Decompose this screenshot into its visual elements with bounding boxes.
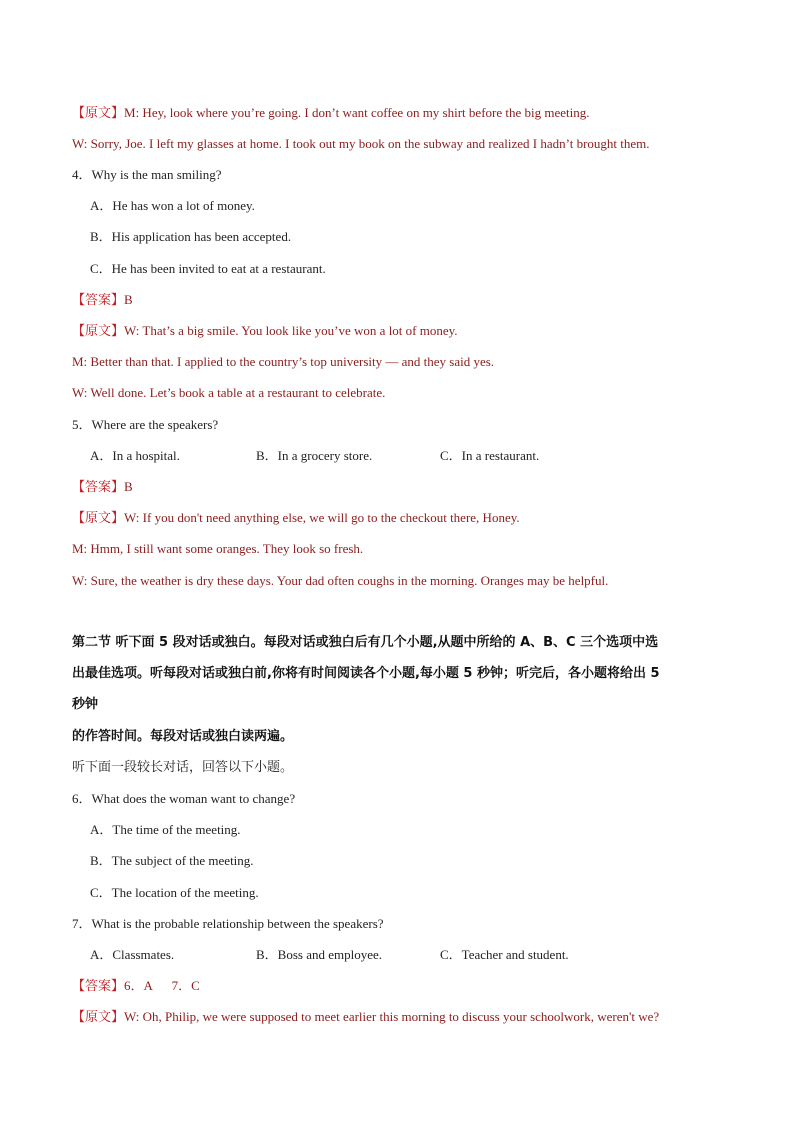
script-tag: 【原文】 [72, 510, 125, 525]
dialogue-text: M: Better than that. I applied to the country’s top university — and they said yes. [72, 354, 495, 369]
answer-line [72, 978, 200, 994]
dialogue-text: W: That’s a big smile. You look like you’ve won a lot of money. [124, 323, 458, 338]
dialogue-text: W: Well done. Let’s book a table at a restaurant to celebrate. [72, 385, 386, 400]
section-heading-cont: 的作答时间。每段对话或独白读两遍。 [72, 729, 294, 744]
question-4: 4．Why is the man smiling? [72, 167, 222, 182]
dialogue-text: W: Sure, the weather is dry these days. Your dad often coughs in the morning. Oranges may be helpful. [72, 573, 609, 588]
option-b: B．In a grocery store. [256, 448, 373, 463]
dialogue-text: W: Sorry, Joe. I left my glasses at home. I took out my book on the subway and realized I hadn’t brought them. [72, 136, 650, 151]
options-row [0, 448, 794, 464]
option-b: B．The subject of the meeting. [90, 853, 254, 868]
script-tag: 【原文】 [72, 105, 125, 120]
script-line [72, 510, 520, 526]
question-7: 7．What is the probable relationship between the speakers? [72, 916, 384, 931]
option-b: B．His application has been accepted. [90, 229, 292, 244]
script-line [72, 1009, 659, 1025]
section-heading-cont: 秒钟 [72, 697, 99, 712]
answer-value: 6．A 7．C [124, 978, 200, 993]
dialogue-text: M: Hmm, I still want some oranges. They look so fresh. [72, 541, 364, 556]
option-a: A．He has won a lot of money. [90, 198, 255, 213]
options-row [0, 947, 794, 963]
option-a: A．Classmates. [90, 947, 175, 962]
answer-value: B [124, 479, 133, 494]
answer-tag: 【答案】 [72, 978, 125, 993]
answer-value: B [124, 292, 133, 307]
option-c: C．In a restaurant. [440, 448, 540, 463]
section-heading-cont: 出最佳选项。听每段对话或独白前,你将有时间阅读各个小题,每小题 5 秒钟；听完后，各小题将给出 5 [72, 666, 660, 681]
dialogue-text: M: Hey, look where you’re going. I don’t want coffee on my shirt before the big meeting. [124, 105, 590, 120]
script-tag: 【原文】 [72, 1009, 125, 1024]
answer-tag: 【答案】 [72, 479, 125, 494]
option-a: A．The time of the meeting. [90, 822, 241, 837]
question-6: 6．What does the woman want to change? [72, 791, 296, 806]
dialogue-text: W: Oh, Philip, we were supposed to meet earlier this morning to discuss your schoolwork, weren't we? [124, 1009, 660, 1024]
answer-tag: 【答案】 [72, 292, 125, 307]
section-heading: 第二节 听下面 5 段对话或独白。每段对话或独白后有几个小题,从题中所给的 A、B、C 三个选项中选 [72, 635, 659, 650]
question-5: 5．Where are the speakers? [72, 417, 219, 432]
section-instruction: 听下面一段较长对话，回答以下小题。 [72, 760, 294, 775]
option-c: C．Teacher and student. [440, 947, 569, 962]
option-c: C．The location of the meeting. [90, 885, 259, 900]
option-c: C．He has been invited to eat at a restaurant. [90, 261, 326, 276]
answer-line [72, 292, 133, 308]
option-a: A．In a hospital. [90, 448, 180, 463]
answer-line [72, 479, 133, 495]
script-line [72, 105, 590, 121]
dialogue-text: W: If you don't need anything else, we will go to the checkout there, Honey. [124, 510, 520, 525]
option-b: B．Boss and employee. [256, 947, 383, 962]
script-line [72, 323, 458, 339]
script-tag: 【原文】 [72, 323, 125, 338]
